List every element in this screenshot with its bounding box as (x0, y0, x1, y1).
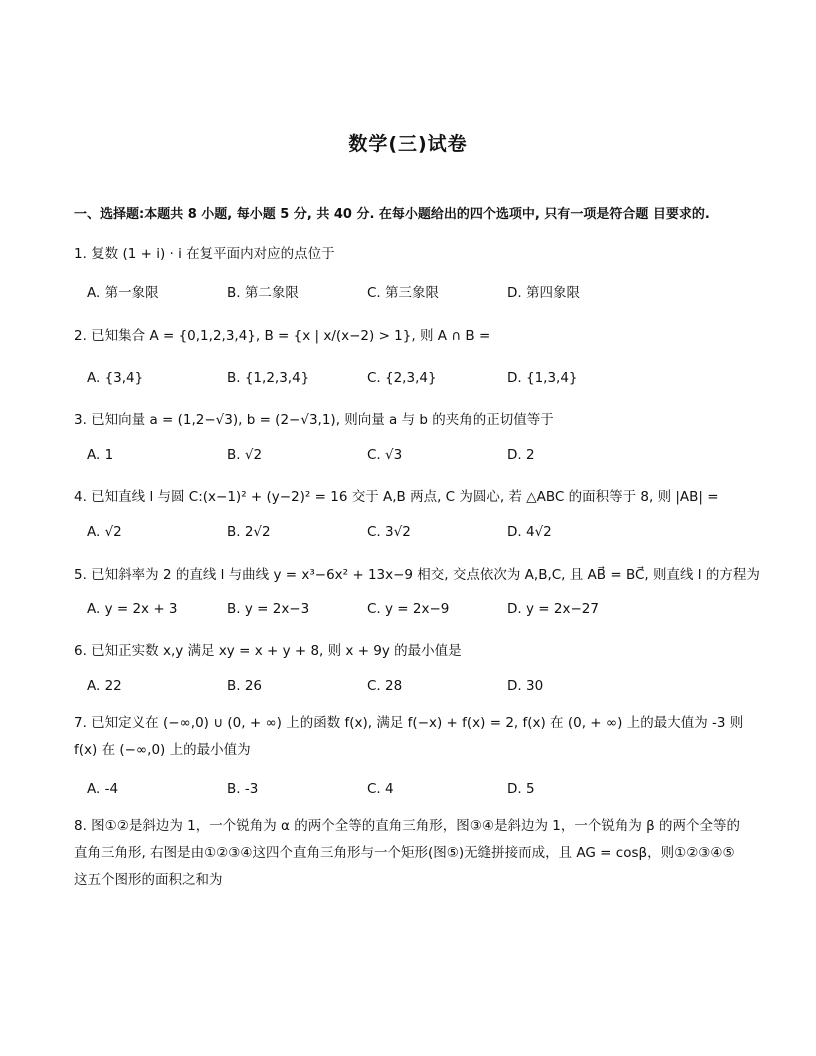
question-4-option-c: C. 3√2 (367, 524, 411, 540)
question-2-option-c: C. {2,3,4} (367, 370, 437, 386)
section-header: 一、选择题:本题共 8 小题, 每小题 5 分, 共 40 分. 在每小题给出的四个选项中, 只有一项是符合题 目要求的. (74, 207, 710, 222)
question-6-option-d: D. 30 (507, 678, 544, 694)
question-7-stem: 7. 已知定义在 (−∞,0) ∪ (0, + ∞) 上的函数 f(x), 满足 f(−x) + f(x) = 2, f(x) 在 (0, + ∞) 上的最大值为 -3 则 f(x) 在 (−∞,0) 上的最小值为 (74, 715, 744, 758)
question-1-option-b: B. 第二象限 (227, 285, 299, 301)
question-1-option-a: A. 第一象限 (87, 285, 159, 301)
question-6-option-b: B. 26 (227, 678, 263, 694)
question-5-stem: 5. 已知斜率为 2 的直线 l 与曲线 y = x³−6x² + 13x−9 相交, 交点依次为 A,B,C, 且 AB⃗ = BC⃗, 则直线 l 的方程为 (74, 567, 760, 583)
question-6-option-a: A. 22 (87, 678, 122, 694)
question-5-option-b: B. y = 2x−3 (227, 601, 310, 617)
question-7-option-d: D. 5 (507, 781, 535, 797)
question-6-stem: 6. 已知正实数 x,y 满足 xy = x + y + 8, 则 x + 9y 的最小值是 (74, 643, 462, 659)
question-1-options (87, 281, 687, 299)
question-5-option-a: A. y = 2x + 3 (87, 601, 178, 617)
question-3-stem: 3. 已知向量 a = (1,2−√3), b = (2−√3,1), 则向量 a 与 b 的夹角的正切值等于 (74, 412, 554, 428)
question-4-options (87, 524, 687, 542)
question-7-option-c: C. 4 (367, 781, 394, 797)
question-3-option-a: A. 1 (87, 447, 114, 463)
question-4-option-d: D. 4√2 (507, 524, 552, 540)
question-4-option-b: B. 2√2 (227, 524, 271, 540)
question-6-option-c: C. 28 (367, 678, 403, 694)
question-2-option-b: B. {1,2,3,4} (227, 370, 310, 386)
question-3-option-d: D. 2 (507, 447, 535, 463)
question-6-options (87, 678, 687, 696)
question-4-option-a: A. √2 (87, 524, 122, 540)
question-3-option-b: B. √2 (227, 447, 263, 463)
question-3-options (87, 447, 687, 465)
question-7-option-a: A. -4 (87, 781, 119, 797)
question-5-options (87, 601, 687, 619)
question-1-option-c: C. 第三象限 (367, 285, 440, 301)
question-2-stem: 2. 已知集合 A = {0,1,2,3,4}, B = {x | x/(x−2) > 1}, 则 A ∩ B = (74, 328, 491, 344)
question-2-options (87, 370, 687, 388)
question-5-option-d: D. y = 2x−27 (507, 601, 599, 617)
question-7-options (87, 781, 687, 799)
question-7-option-b: B. -3 (227, 781, 259, 797)
question-3-option-c: C. √3 (367, 447, 403, 463)
question-8-stem: 8. 图①②是斜边为 1，一个锐角为 α 的两个全等的直角三角形，图③④是斜边为 1，一个锐角为 β 的两个全等的直角三角形, 右图是由①②③④这四个直角三角形与一个矩形(图⑤)无缝拼接而成，且 AG = cosβ，则①②③④⑤这五个图形的面积之和为 (74, 818, 741, 888)
question-1-option-d: D. 第四象限 (507, 285, 580, 301)
page-title: 数学(三)试卷 (348, 133, 468, 155)
question-4-stem: 4. 已知直线 l 与圆 C:(x−1)² + (y−2)² = 16 交于 A,B 两点, C 为圆心, 若 △ABC 的面积等于 8, 则 |AB| = (74, 489, 719, 505)
question-5-option-c: C. y = 2x−9 (367, 601, 450, 617)
question-1-stem: 1. 复数 (1 + i) · i 在复平面内对应的点位于 (74, 246, 335, 262)
question-2-option-d: D. {1,3,4} (507, 370, 578, 386)
question-2-option-a: A. {3,4} (87, 370, 144, 386)
